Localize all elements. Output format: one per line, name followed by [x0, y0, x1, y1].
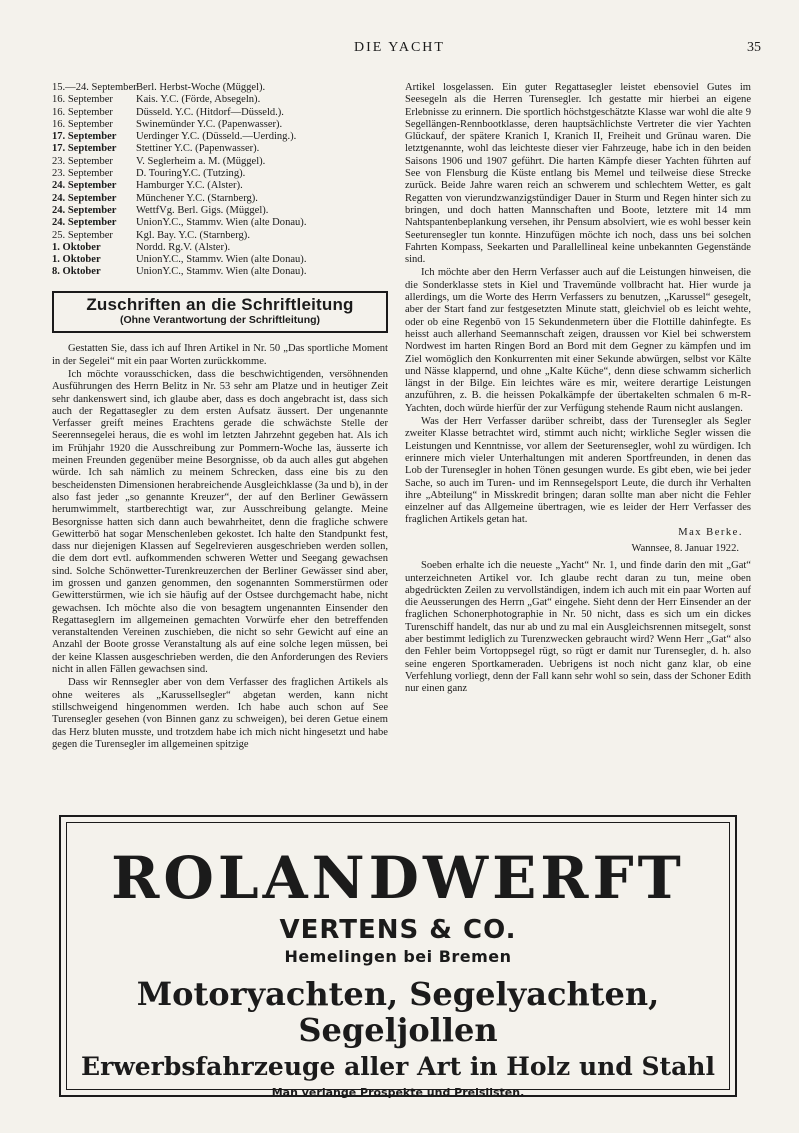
- schedule-item: [52, 180, 388, 192]
- letter-paragraph: Gestatten Sie, dass ich auf Ihren Artikel in Nr. 50 „Das sportliche Moment in der Segelei“ mit ein paar Worten zurückkomme.: [52, 343, 388, 367]
- schedule-date: 15.—24. September: [52, 82, 137, 93]
- ad-products-line: Motoryachten, Segelyachten, Segeljollen: [136, 975, 660, 1049]
- schedule-date: 23. September: [52, 155, 113, 167]
- author-signature: Max Berke.: [678, 526, 743, 538]
- schedule-item: [52, 143, 388, 155]
- letter-paragraph: Artikel losgelassen. Ein guter Regattasegler leistet ebensoviel Gutes im Seesegeln als die Herren Turensegler. Ich gestatte mir hierbei an eigene Erlebnisse zu erinnern. Die sportlich höchstgeschätzte Klasse war wohl die alte 9 Segellängen-Rennbootklasse, deren hauptsächlichste Vertreter die vier Yachten Glückauf, der spätere Kranich I, Kranich II, Freiheit und Grünau waren. Die letztgenannte, wohl das leichteste dieser vier Fahrzeuge, habe ich in den beiden Saisons 1906 und 1907 geführt. Die harten Kämpfe dieser Yachten führten auf See von Flensburg die Küste entlang bis Memel und teilweise diese Strecke zurück. Beide Jahre waren reich an schwerem und schlechtem Wetter, es galt Regatten von vierundzwanzigstündiger Dauer in Sturm und Regen hinter sich zu bringen, und doch hatten Mannschaften und Boote, letztere mit 14 mm Nahtspantenbeplankung versehen, ihr Pensum absolviert, wie es wohl besser kein Seeturensegler tun konnte. Hinzufügen möchte ich noch, dass uns bei solchen Fahrten Kompass, Seekarten und Parallellineal keine unbekannten Gegenstände sind.: [405, 82, 751, 266]
- schedule-date: 8. Oktober: [52, 266, 101, 278]
- schedule-date: 23. September: [52, 168, 113, 180]
- schedule-item: [52, 168, 388, 180]
- schedule-event: Nordd. Rg.V. (Alster).: [136, 241, 231, 253]
- ad-company: VERTENS & CO.: [279, 915, 517, 945]
- schedule-date: 16. September: [52, 106, 113, 118]
- schedule-date: 25. September: [52, 229, 113, 241]
- schedule-item: [52, 205, 388, 217]
- letter-paragraph: Dass wir Rennsegler aber von dem Verfasser des fraglichen Artikels als ohne weiteres als „Karussellsegler“ abgetan werden, kann nicht stillschweigend hingenommen werden. Ich habe auch schon auf See Turensegler gesehen (von Binnen ganz zu schweigen), bei deren Getue einem das Herz bluten musste, und trotzdem habe ich mich nicht hingesetzt und habe gegen die Turensegler im allgemeinen spitzige: [52, 677, 388, 750]
- right-column: [405, 82, 751, 696]
- left-column: [52, 82, 388, 751]
- schedule-event: Berl. Herbst-Woche (Müggel).: [136, 82, 266, 93]
- place-date: Wannsee, 8. Januar 1922.: [631, 542, 739, 554]
- schedule-event: Stettiner Y.C. (Papenwasser).: [136, 143, 260, 155]
- schedule-event: UnionY.C., Stammv. Wien (alte Donau).: [136, 217, 307, 229]
- letter-paragraph: Ich möchte vorausschicken, dass die beschwichtigenden, versöhnenden Ausführungen des Herrn Belitz in Nr. 53 sehr am Platze und in heutiger Zeit sehr dankenswert sind, ich glaube aber, dass es doch angebracht ist, dass sich auch der Regattasegler zu dem ersten Aufsatz äussert. Der ungenannte Verfasser greift meines Erachtens gerade die schwächste Stelle der Seerennsegelei heraus, die es wohl im letzten Jahrzehnt gegeben hat. Als ich im Frühjahr 1920 die Ausschreibung zur Pommern-Woche las, äusserte ich meinen Freunden gegenüber meine Besorgnisse, ob da auch alles gut abgehen würde. Ich sah nämlich zu meinem Schrecken, dass eine bis zu den bescheidensten Dimensionen herabreichende Ausgleichklasse (3a und b), in der also fast jeder „so genannte Kreuzer“, der auf den Berliner Gewässern herumwimmelt, startberechtigt war, zur Ausschreibung gelangte. Meine Besorgnisse hatten sich dann auch bewahrheitet, denn die fragliche schwere Gewitterbö hat sogar Menschenleben gekostet. Ich halte den Standpunkt fest, dass nur diejenigen Klassen auf Segelrevieren ausgeschrieben werden sollen, die dem dort evtl. aufkommenden schweren Wetter und Seegang gewachsen sind. Solche Schönwetter-Turenkreuzerchen der Berliner Gewässer sind aber, im grossen und ganzen genommen, den sogenannten Sommerstürmen oder Gewitterstürmen, wie ich sie häufig auf der Ostsee durchgemacht habe, nicht gewachsen. Ich möchte also die von besagtem ungenannten Einsender den Regattaseglern im allgemeinen gemachten Vorwürfe eher den betreffenden veranstaltenden Vereinen zuschieben, die nicht so sehr Gewicht auf eine an Anzahl der Boote grosse Veranstaltung als auf eine solche legen müssen, bei der keine Klassen ausgeschrieben werden, die den Anforderungen des Reviers nicht in allen Fällen gewachsen sind.: [52, 368, 388, 676]
- schedule-date: 1. Oktober: [52, 241, 101, 253]
- letter-paragraph: Soeben erhalte ich die neueste „Yacht“ Nr. 1, und finde darin den mit „Gat“ unterzeichneten Artikel vor. Ich glaube recht daran zu tun, meine oben abgedrückten Zeilen zu vervollständigen, indem ich auch mit ein paar Worten auf die Aeusserungen des Herrn „Gat“ eingehe. Sieht denn der Herr Einsender an der fraglichen Schonerphotographie in Nr. 50 nicht, dass es sich um ein dickes Turenschiff handelt, das nur ab und zu mal ein Ausgleichsrennen mitsegelt, sonst aber bestimmt lediglich zu Turenzwecken gebraucht wird? Wenn Herr „Gat“ also den Fehler beim Vortoppsegel rügt, so rügt er damit nur Turensegler, d. h. also seine engeren Sportkameraden. Uebrigens ist noch nicht ganz klar, ob eine Verfehlung vorliegt, denn der Fall kann sehr wohl so sein, dass der Schoner Edith nur einen ganz: [405, 560, 751, 695]
- schedule-event: Hamburger Y.C. (Alster).: [136, 180, 243, 192]
- schedule-item: [52, 82, 388, 94]
- schedule-event: Swinemünder Y.C. (Papenwasser).: [136, 118, 283, 130]
- schedule-event: V. Seglerheim a. M. (Müggel).: [136, 155, 266, 167]
- schedule-date: 24. September: [52, 192, 117, 204]
- page-header: [0, 40, 799, 60]
- schedule-date: 17. September: [52, 131, 117, 143]
- schedule-item: [52, 107, 388, 119]
- schedule-date: 16. September: [52, 118, 113, 130]
- schedule-event: Uerdinger Y.C. (Düsseld.—Uerding.).: [136, 131, 297, 143]
- schedule-event: D. TouringY.C. (Tutzing).: [136, 168, 246, 180]
- schedule-item: [52, 156, 388, 168]
- schedule-event: UnionY.C., Stammv. Wien (alte Donau).: [136, 254, 307, 266]
- schedule-event: WettfVg. Berl. Gigs. (Müggel).: [136, 204, 269, 216]
- schedule-event: Düsseld. Y.C. (Hitdorf—Düsseld.).: [136, 106, 284, 118]
- schedule-item: [52, 242, 388, 254]
- ad-footer: Man verlange Prospekte und Preislisten.: [271, 1086, 525, 1099]
- schedule-item: [52, 266, 388, 278]
- advertisement-inner-frame: [66, 822, 730, 1099]
- page-number: 35: [747, 40, 761, 55]
- ad-title: ROLANDWERFT: [111, 844, 685, 912]
- schedule-event: Kais. Y.C. (Förde, Absegeln).: [136, 94, 261, 106]
- schedule-item: [52, 230, 388, 242]
- letter-paragraph: Was der Herr Verfasser darüber schreibt, dass der Turensegler als Segler zweiter Klasse betrachtet wird, stimmt auch nicht; wirkliche Segler wissen die Leistungen und Kenntnisse, vor allem der Seeturensegler, wohl zu würdigen. Ich erinnere mich vieler Unterhaltungen mit anderen Sportfreunden, in denen das Lob der Turensegler in hohen Tönen gesungen wurde. Es gibt eben, wie bei jeder Sache, so auch im Turen- und im Rennsegelsport Leute, die durch ihr Verhalten ihre „Abteilung“ in Misskredit bringen; daran sollte man aber nicht die Fehler einzelner auf das Allgemeine übertragen, wie es leider der Herr Verfasser des fraglichen Artikels getan hat.: [405, 416, 751, 526]
- schedule-event: UnionY.C., Stammv. Wien (alte Donau).: [136, 266, 307, 278]
- schedule-date: 24. September: [52, 217, 117, 229]
- schedule-item: [52, 94, 388, 106]
- schedule-date: 24. September: [52, 204, 117, 216]
- schedule-item: [52, 131, 388, 143]
- regatta-schedule: [52, 82, 388, 279]
- ad-location: Hemelingen bei Bremen: [284, 947, 512, 966]
- schedule-item: [52, 217, 388, 229]
- schedule-date: 1. Oktober: [52, 254, 101, 266]
- schedule-event: Kgl. Bay. Y.C. (Starnberg).: [136, 229, 250, 241]
- schedule-event: Münchener Y.C. (Starnberg).: [136, 192, 258, 204]
- advertisement: [59, 815, 737, 1097]
- schedule-date: 24. September: [52, 180, 117, 192]
- letter-paragraph: Ich möchte aber den Herrn Verfasser auch auf die Leistungen hinweisen, die die Sonderklasse stets in Kiel und Travemünde vollbracht hat. Hier wurde ja allerdings, um die Worte des Herrn Verfassers zu benutzen, „Karussel“ gesegelt, aber der Start fand zur festgesetzten Minute statt, gleichviel ob es leicht wehte, oder ob eine Regenbö von 15 Sekundenmetern über die Flottille dahinfegte. Es heisst auch allerhand Seemannschaft zeigen, draussen vor Kiel bei schwerstem Nordwest im harten Ringen Bord an Bord mit dem Gegner zu kämpfen und im Ziel womöglich den Konkurrenten mit einer Sekunde abwürgen, selbst vor Kälte und Nässe klappernd, und ohne „Kalte Küche“, denn diese schwamm sicherlich längst in der Bilge. Ein leichtes wäre es mir, weitere derartige Leistungen anzuführen, z. B. die heissen Pokalkämpfe der übertakelten schmalen 6 m-R-Yachten, doch würde hierfür der zur Verfügung stehende Raum nicht auslangen.: [405, 267, 751, 414]
- ad-products-line-2: Erwerbsfahrzeuge aller Art in Holz und Stahl: [81, 1052, 715, 1081]
- section-heading-box: [52, 291, 388, 334]
- schedule-item: [52, 119, 388, 131]
- schedule-item: [52, 254, 388, 266]
- schedule-date: 17. September: [52, 143, 117, 155]
- schedule-date: 16. September: [52, 94, 113, 106]
- section-title: Zuschriften an die Schriftleitung: [86, 294, 354, 314]
- running-title: DIE YACHT: [354, 40, 445, 55]
- schedule-item: [52, 193, 388, 205]
- section-subtitle: (Ohne Verantwortung der Schriftleitung): [119, 314, 321, 327]
